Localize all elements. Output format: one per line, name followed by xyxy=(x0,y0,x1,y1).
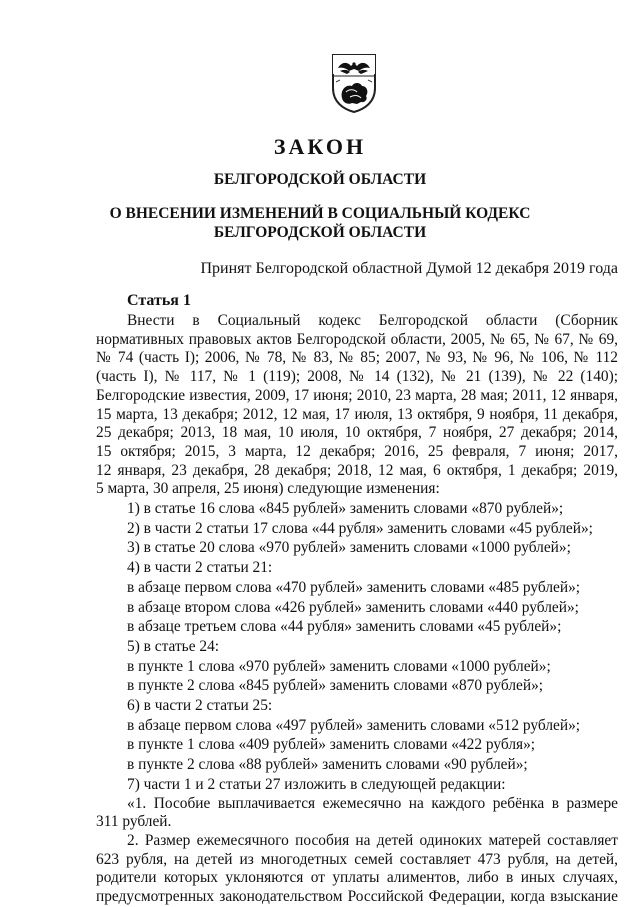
intro-line: 12 января, 23 декабря, 28 декабря; 2018, 12 мая, 6 октября, 1 декабря; 2019, xyxy=(96,461,618,479)
amendment-item: в пункте 2 слова «845 рублей» заменить словами «870 рублей»; xyxy=(127,677,544,695)
belgorod-coat-of-arms-icon xyxy=(330,52,378,114)
intro-line: 5 марта, 30 апреля, 25 июня) следующие изменения: xyxy=(96,480,440,498)
amendment-item: в абзаце втором слова «426 рублей» заменить словами «440 рублей»; xyxy=(127,598,579,616)
amendment-item: 5) в статье 24: xyxy=(127,637,220,655)
amendment-item: в пункте 1 слова «409 рублей» заменить словами «422 рубля»; xyxy=(127,736,536,754)
document-title: ЗАКОН xyxy=(273,134,367,159)
region-title: БЕЛГОРОДСКОЙ ОБЛАСТИ xyxy=(213,171,427,188)
amendment-item: в абзаце первом слова «470 рублей» заменить словами «485 рублей»; xyxy=(127,578,581,596)
intro-line: нормативных правовых актов Белгородской области, 2005, № 65, № 67, № 69, xyxy=(96,330,618,348)
amendment-item: в абзаце первом слова «497 рублей» заменить словами «512 рублей»; xyxy=(127,716,581,734)
adoption-note: Принят Белгородской областной Думой 12 декабря 2019 года xyxy=(200,260,618,277)
intro-line: (часть I), № 117, № 1 (119); 2008, № 14 (132), № 21 (139), № 22 (140); xyxy=(96,368,618,386)
amendment-item: 1) в статье 16 слова «845 рублей» заменить словами «870 рублей»; xyxy=(127,500,564,518)
quote-line: 311 рублей. xyxy=(96,813,172,831)
amendment-item: 6) в части 2 статьи 25: xyxy=(127,697,273,715)
law-subject xyxy=(0,204,640,242)
amendment-item: в пункте 1 слова «970 рублей» заменить словами «1000 рублей»; xyxy=(127,657,551,675)
amendment-item: 3) в статье 20 слова «970 рублей» заменить словами «1000 рублей»; xyxy=(127,539,571,557)
amendment-item: 4) в части 2 статьи 21: xyxy=(127,559,273,577)
quote-line: 2. Размер ежемесячного пособия на детей одиноких матерей составляет xyxy=(127,831,618,849)
law-subject-line: О ВНЕСЕНИИ ИЗМЕНЕНИЙ В СОЦИАЛЬНЫЙ КОДЕКС xyxy=(109,205,531,222)
amendment-item: 2) в части 2 статьи 17 слова «44 рубля» заменить словами «45 рублей»; xyxy=(127,519,593,537)
intro-line: Белгородские известия, 2009, 17 июня; 2010, 23 марта, 28 мая; 2011, 12 января, xyxy=(96,386,618,404)
article-heading: Статья 1 xyxy=(127,292,191,309)
article-body xyxy=(96,312,618,907)
quote-line: «1. Пособие выплачивается ежемесячно на каждого ребёнка в размере xyxy=(127,794,618,812)
amendment-item: в пункте 2 слова «88 рублей» заменить словами «90 рублей»; xyxy=(127,756,528,774)
intro-line: 15 марта, 13 декабря; 2012, 12 мая, 17 июля, 13 октября, 9 ноября, 11 декабря, xyxy=(96,405,618,423)
amendment-item: в абзаце третьем слова «44 рубля» заменить словами «45 рублей»; xyxy=(127,618,562,636)
intro-line: Внести в Социальный кодекс Белгородской области (Сборник xyxy=(127,312,618,329)
quote-line: предусмотренных законодательством Российской Федерации, когда взыскание xyxy=(96,888,618,906)
amendment-item: 7) части 1 и 2 статьи 27 изложить в следующей редакции: xyxy=(127,775,506,793)
emblem-graphic xyxy=(330,52,378,114)
intro-line: 25 декабря; 2013, 18 мая, 10 июля, 10 октября, 7 ноября, 27 декабря; 2014, xyxy=(96,424,618,442)
intro-line: 15 октября; 2015, 3 марта, 12 декабря; 2016, 25 февраля, 7 июня; 2017, xyxy=(96,442,618,460)
intro-line: № 74 (часть I); 2006, № 78, № 83, № 85; 2007, № 93, № 96, № 106, № 112 xyxy=(96,349,618,367)
law-subject-line: БЕЛГОРОДСКОЙ ОБЛАСТИ xyxy=(213,224,427,241)
quote-line: 623 рубля, на детей из многодетных семей составляет 473 рубля, на детей, xyxy=(96,850,618,868)
quote-line: родители которых уклоняются от уплаты алиментов, либо в иных случаях, xyxy=(96,869,618,887)
